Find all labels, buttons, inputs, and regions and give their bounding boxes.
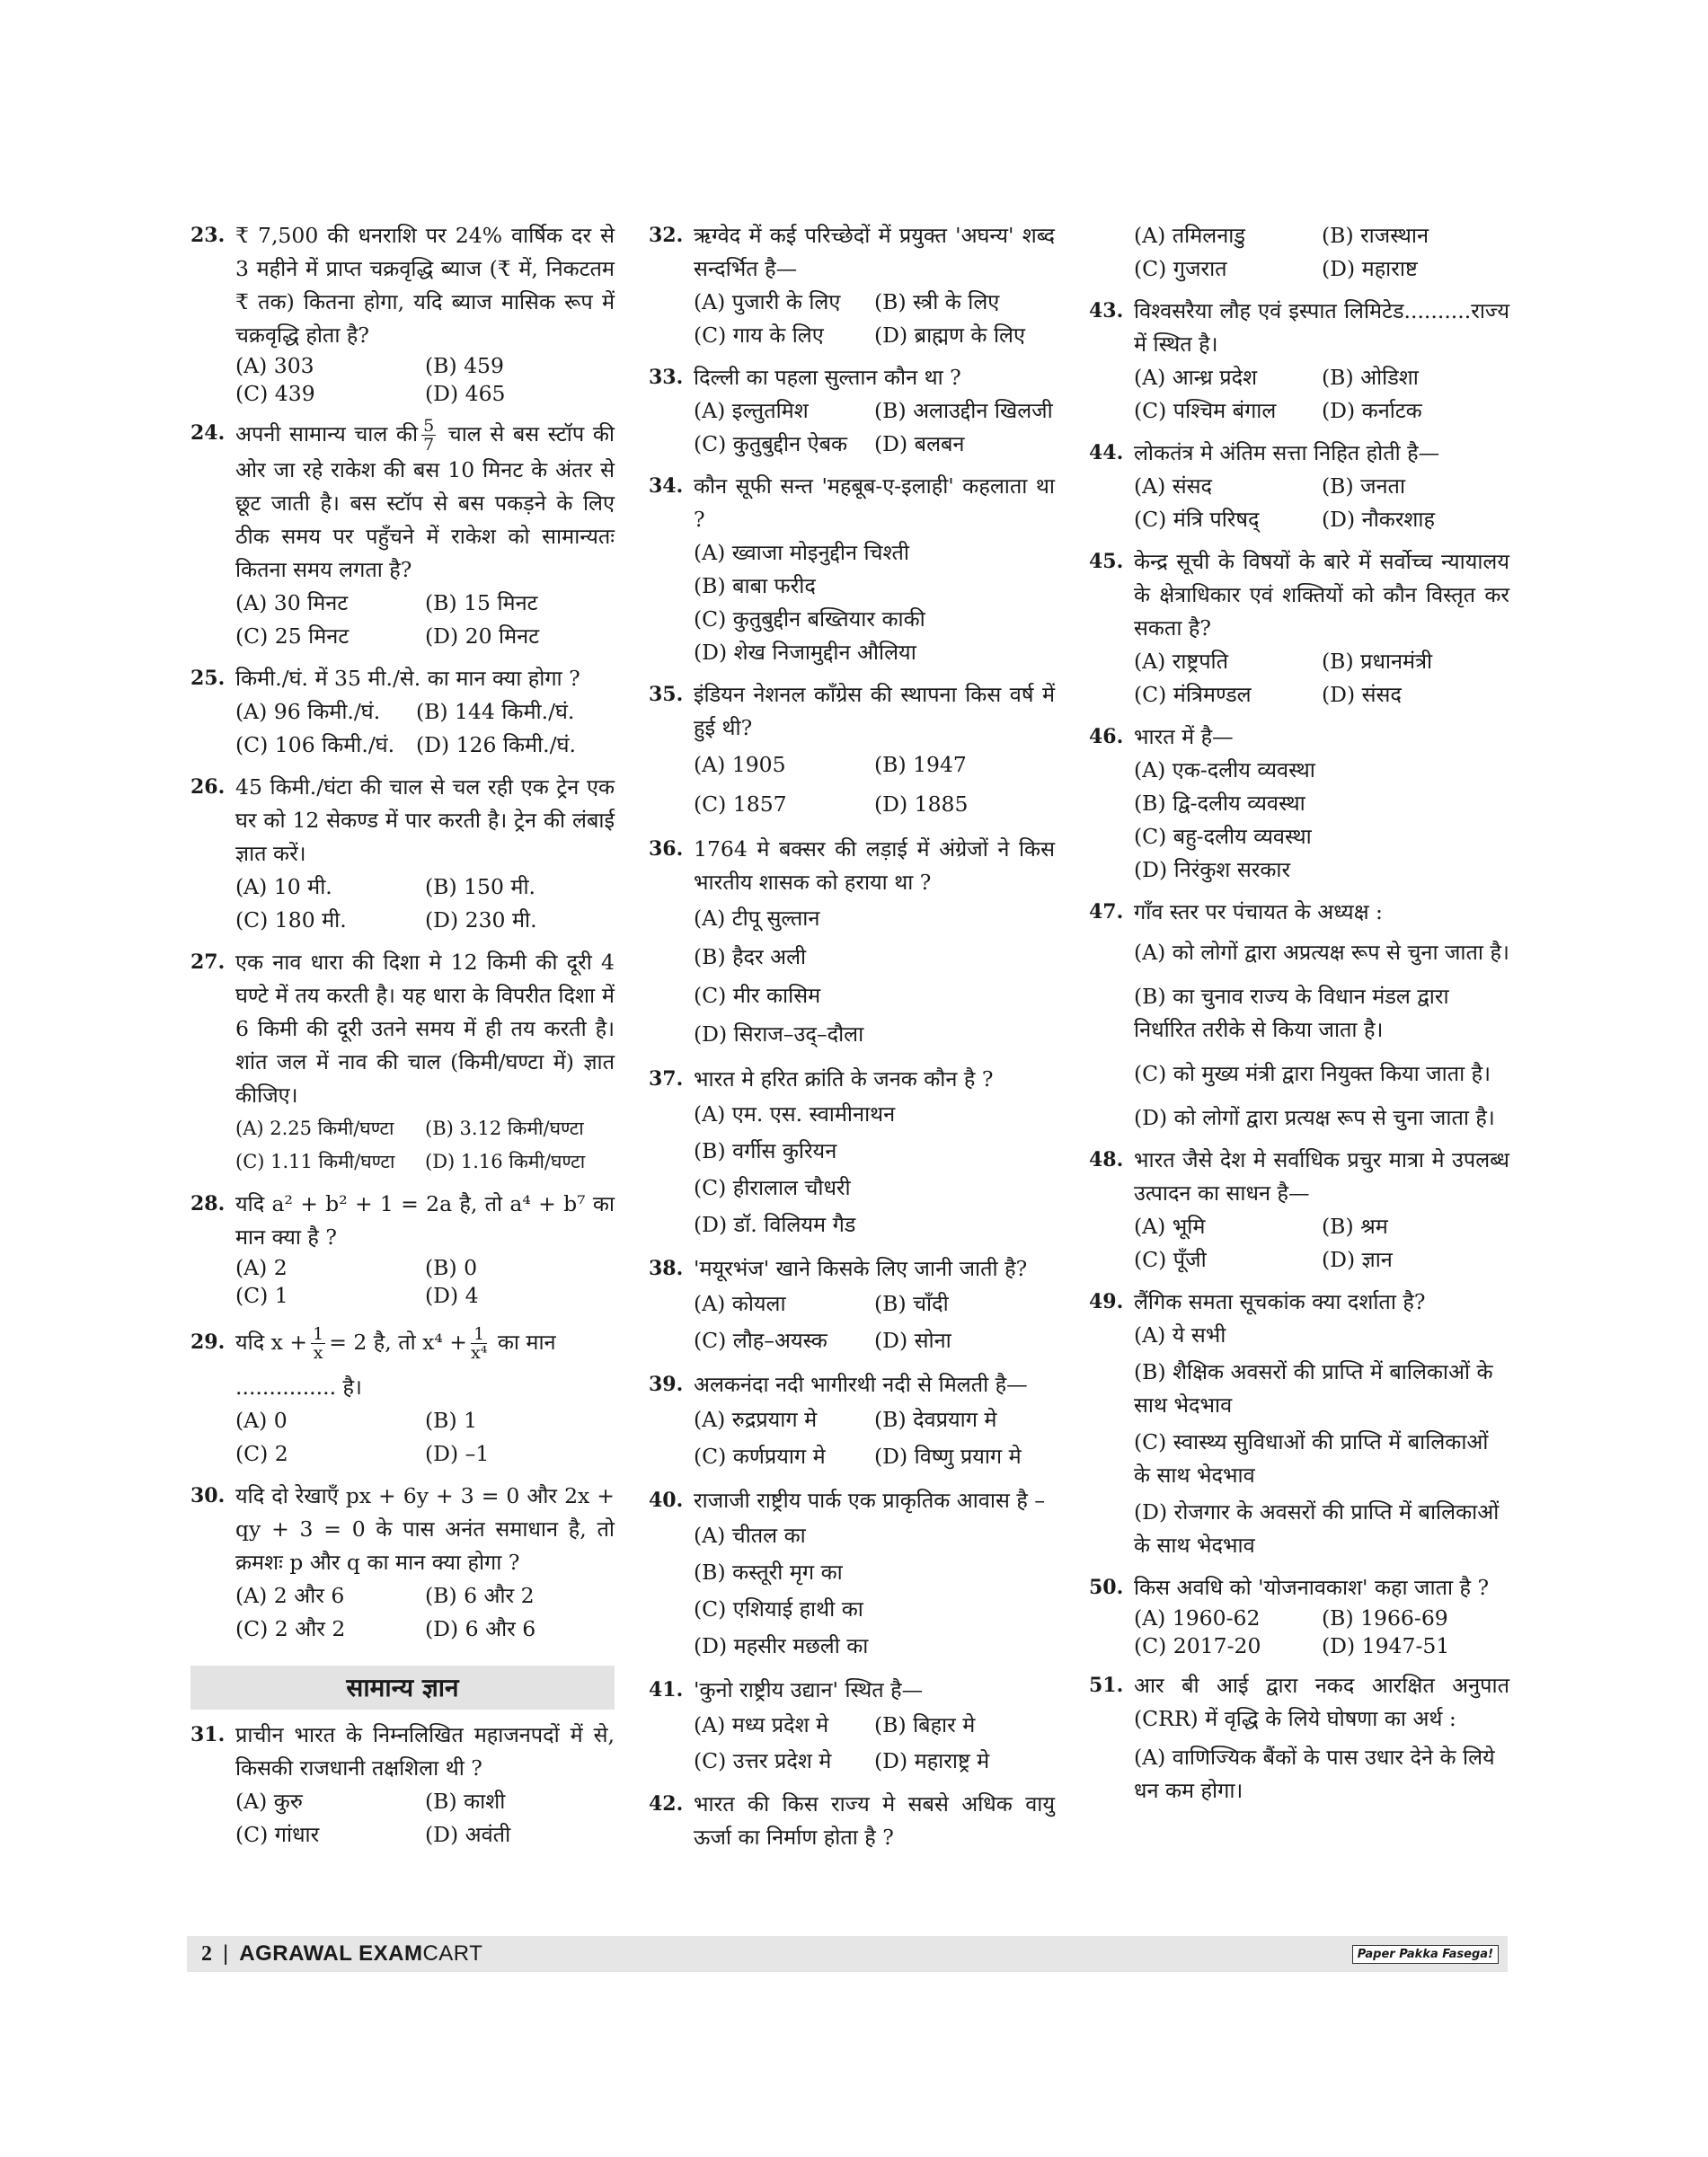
option-c: (C) कर्णप्रयाग मे [694, 1444, 826, 1469]
options [1134, 1604, 1509, 1660]
question-text [235, 1319, 615, 1366]
option-d: (D) 126 किमी./घं. [415, 732, 576, 757]
footer-separator: | [223, 1941, 229, 1966]
option-d: (D) ब्राह्मण के लिए [874, 323, 1025, 348]
option-b: (B) 3.12 किमी/घण्टा [425, 1118, 584, 1139]
option-a: (A) चीतल का [694, 1523, 806, 1548]
option-c: (C) एशियाई हाथी का [694, 1596, 863, 1622]
question-text: दिल्ली का पहला सुल्तान कौन था ? [694, 365, 961, 390]
question-36 [649, 833, 1055, 1054]
options [694, 1707, 1055, 1779]
column-2 [649, 219, 1055, 1863]
option-d: (D) शेख निजामुद्दीन औलिया [694, 640, 916, 665]
option-a: (A) ख्वाजा मोइनुद्दीन चिश्ती [694, 540, 909, 565]
option-b: (B) राजस्थान [1322, 223, 1429, 248]
question-text: यदि a² + b² + 1 = 2a है, तो a⁴ + b⁷ का मान क्या है ? [235, 1191, 615, 1250]
column-3 [1089, 219, 1509, 1817]
fraction [471, 1325, 487, 1362]
publisher-name-bold: AGRAWAL EXAM [239, 1941, 423, 1966]
option-d: (D) महाराष्ट [1322, 256, 1418, 281]
option-d: (D) संसद [1322, 682, 1402, 707]
question-text [235, 417, 615, 587]
options [235, 695, 615, 762]
option-a: (A) 30 मिनट [235, 590, 349, 615]
option-d: (D) महसीर मछली का [694, 1633, 869, 1658]
option-a: (A) आन्ध्र प्रदेश [1134, 365, 1258, 390]
options [694, 1517, 1055, 1665]
question-text-start: यदि x + [235, 1330, 308, 1355]
option-c: (C) 2017-20 [1134, 1633, 1261, 1658]
option-d: (D) सिराज–उद्–दौला [694, 1021, 864, 1047]
question-text: विश्वसरैया लौह एवं इस्पात लिमिटेड..........राज्य में स्थित है। [1134, 298, 1509, 357]
options [694, 536, 1055, 669]
question-42 [649, 1788, 1055, 1854]
options [694, 1096, 1055, 1243]
fraction-denominator: x [313, 1343, 323, 1363]
option-b: (B) वर्गीस कुरियन [694, 1138, 837, 1163]
option-b: (B) हैदर अली [694, 944, 807, 969]
option-c: (C) लौह–अयस्क [694, 1328, 827, 1353]
option-d: (D) 20 मिनट [425, 623, 540, 649]
fraction-numerator: 5 [423, 416, 435, 436]
question-26 [190, 771, 615, 937]
option-c: (C) 2 और 2 [235, 1616, 346, 1641]
question-text: यदि दो रेखाएँ px + 6y + 3 = 0 और 2x + qy + 3 = 0 के पास अनंत समाधान है, तो क्रमशः p और q का मान क्या होगा ? [235, 1483, 615, 1575]
options [1134, 645, 1509, 712]
question-number: 51. [1089, 1674, 1124, 1697]
option-b: (B) जनता [1322, 473, 1406, 499]
question-49 [1089, 1286, 1509, 1562]
option-b: (B) बिहार मे [874, 1712, 976, 1737]
option-d: (D) रोजगार के अवसरों की प्राप्ति में बालिकाओं के साथ भेदभाव [1134, 1499, 1500, 1558]
options [694, 899, 1055, 1054]
section-heading: सामान्य ज्ञान [190, 1666, 615, 1710]
option-b: (B) 144 किमी./घं. [415, 699, 575, 724]
question-text-start: अपनी सामान्य चाल की [235, 421, 419, 446]
options [235, 1254, 615, 1310]
option-d: (D) 1947-51 [1322, 1633, 1450, 1658]
question-28 [190, 1188, 615, 1310]
options [694, 745, 1055, 824]
options [694, 394, 1055, 461]
option-b: (B) शैक्षिक अवसरों की प्राप्ति में बालिकाओं के साथ भेदभाव [1134, 1359, 1493, 1418]
question-number: 50. [1089, 1576, 1124, 1599]
option-d: (D) 4 [425, 1283, 479, 1308]
option-b: (B) बाबा फरीद [694, 573, 816, 598]
option-a: (A) राष्ट्रपति [1134, 649, 1229, 674]
option-b: (B) 0 [425, 1255, 478, 1280]
question-40 [649, 1484, 1055, 1665]
question-number: 29. [190, 1330, 226, 1354]
question-number: 44. [1089, 441, 1124, 464]
question-text-end: चाल से बस स्टॉप की ओर जा रहे राकेश की बस 10 मिनट के अंतर से छूट जाती है। बस स्टॉप से बस पकड़ने के लिए ठीक समय पर पहुँचने में राकेश को सामान्यतः कितना समय लगता है? [235, 421, 615, 582]
question-45 [1089, 545, 1509, 712]
option-a: (A) एम. एस. स्वामीनाथन [694, 1101, 896, 1127]
option-d: (D) 465 [425, 381, 506, 406]
question-number: 25. [190, 667, 226, 690]
question-number: 39. [649, 1373, 684, 1396]
column-1 [190, 219, 615, 1861]
option-a: (A) तमिलनाडु [1134, 223, 1245, 248]
question-32 [649, 219, 1055, 352]
question-number: 26. [190, 775, 226, 799]
option-c: (C) 439 [235, 381, 315, 406]
option-d: (D) बलबन [874, 431, 965, 456]
question-text: भारत मे हरित क्रांति के जनक कौन है ? [694, 1066, 994, 1092]
question-number: 32. [649, 224, 684, 247]
question-50 [1089, 1571, 1509, 1660]
fraction-denominator: x⁴ [470, 1343, 488, 1363]
option-a: (A) 0 [235, 1408, 288, 1433]
question-number: 49. [1089, 1290, 1124, 1313]
page-number: 2 [201, 1941, 212, 1966]
options [235, 352, 615, 408]
option-c: (C) कुतुबुद्दीन ऐबक [694, 431, 848, 456]
option-b: (B) का चुनाव राज्य के विधान मंडल द्वारा निर्धारित तरीके से किया जाता है। [1134, 984, 1449, 1042]
option-c: (C) गांधार [235, 1822, 320, 1847]
question-text: प्राचीन भारत के निम्नलिखित महाजनपदों में से, किसकी राजधानी तक्षशिला थी ? [235, 1722, 615, 1781]
question-text: राजाजी राष्ट्रीय पार्क एक प्राकृतिक आवास है – [694, 1488, 1046, 1513]
option-a: (A) वाणिज्यिक बैंकों के पास उधार देने के लिये धन कम होगा। [1134, 1745, 1495, 1803]
option-c: (C) 1.11 किमी/घण्टा [235, 1151, 395, 1172]
option-d: (D) 1.16 किमी/घण्टा [425, 1151, 586, 1172]
question-number: 40. [649, 1489, 684, 1512]
fraction [421, 417, 436, 454]
question-23 [190, 219, 615, 408]
options [235, 1579, 615, 1646]
question-25 [190, 662, 615, 762]
option-a: (A) संसद [1134, 473, 1213, 499]
option-b: (B) 150 मी. [425, 874, 536, 899]
question-41 [649, 1674, 1055, 1779]
question-number: 45. [1089, 550, 1124, 573]
option-d: (D) कर्नाटक [1322, 398, 1422, 423]
option-b: (B) 15 मिनट [425, 590, 538, 615]
question-text: गाँव स्तर पर पंचायत के अध्यक्ष : [1134, 899, 1383, 924]
options [1134, 219, 1509, 286]
option-c: (C) 106 किमी./घं. [235, 732, 395, 757]
option-c: (C) हीरालाल चौधरी [694, 1175, 851, 1200]
question-47 [1089, 896, 1509, 1135]
option-d: (D) 1885 [874, 791, 969, 817]
option-d: (D) विष्णु प्रयाग मे [874, 1444, 1022, 1469]
question-number: 30. [190, 1484, 226, 1507]
option-d: (D) को लोगों द्वारा प्रत्यक्ष रूप से चुना जाता है। [1134, 1105, 1495, 1130]
question-text: 'कुनो राष्ट्रीय उद्यान' स्थित है— [694, 1677, 924, 1702]
question-38 [649, 1252, 1055, 1359]
option-c: (C) कुतुबुद्दीन बख्तियार काकी [694, 606, 925, 632]
option-a: (A) इल्तुतमिश [694, 398, 809, 423]
option-a: (A) टीपू सुल्तान [694, 906, 820, 931]
question-31 [190, 1719, 615, 1852]
question-46 [1089, 720, 1509, 887]
question-number: 43. [1089, 299, 1124, 323]
options [694, 1286, 1055, 1359]
question-51 [1089, 1669, 1509, 1808]
options [1134, 361, 1509, 428]
options [1134, 1319, 1509, 1562]
option-c: (C) मीर कासिम [694, 983, 821, 1008]
question-35 [649, 678, 1055, 824]
question-43 [1089, 295, 1509, 428]
question-30 [190, 1480, 615, 1646]
question-text-continued: ............... है। [235, 1375, 362, 1400]
option-c: (C) गाय के लिए [694, 323, 824, 348]
options [1134, 936, 1509, 1135]
option-a: (A) 96 किमी./घं. [235, 699, 381, 724]
question-42-options [1089, 219, 1509, 286]
question-37 [649, 1063, 1055, 1243]
fraction [311, 1325, 325, 1362]
publisher-logo [239, 1941, 482, 1967]
option-b: (B) कस्तूरी मृग का [694, 1560, 843, 1585]
option-b: (B) 1 [425, 1408, 478, 1433]
question-text: 'मयूरभंज' खाने किसके लिए जानी जाती है? [694, 1256, 1028, 1281]
question-39 [649, 1368, 1055, 1475]
option-c: (C) गुजरात [1134, 256, 1227, 281]
question-text-end: का मान [497, 1330, 556, 1355]
fraction-numerator: 1 [471, 1325, 487, 1344]
question-27 [190, 946, 615, 1179]
question-text: भारत की किस राज्य मे सबसे अधिक वायु ऊर्जा का निर्माण होता है ? [694, 1791, 1055, 1850]
option-d: (D) –1 [425, 1441, 490, 1466]
option-a: (A) मध्य प्रदेश मे [694, 1712, 829, 1737]
option-b: (B) श्रम [1322, 1214, 1388, 1239]
option-c: (C) 180 मी. [235, 907, 347, 933]
option-a: (A) भूमि [1134, 1214, 1206, 1239]
question-text: आर बी आई द्वारा नकद आरक्षित अनुपात (CRR) में वृद्धि के लिये घोषणा का अर्थ : [1134, 1673, 1509, 1731]
question-text: अलकनंदा नदी भागीरथी नदी से मिलती है— [694, 1372, 1028, 1397]
question-number: 27. [190, 950, 226, 974]
options [235, 587, 615, 653]
question-number: 24. [190, 421, 226, 445]
footer-left [187, 1941, 482, 1967]
option-c: (C) पूँजी [1134, 1247, 1207, 1272]
option-a: (A) को लोगों द्वारा अप्रत्यक्ष रूप से चुना जाता है। [1134, 940, 1509, 965]
question-number: 33. [649, 366, 684, 389]
option-c: (C) 2 [235, 1441, 288, 1466]
question-34 [649, 470, 1055, 669]
option-d: (D) नौकरशाह [1322, 507, 1435, 532]
option-b: (B) देवप्रयाग मे [874, 1407, 997, 1432]
question-number: 36. [649, 837, 684, 861]
options [235, 1404, 615, 1471]
options [1134, 1741, 1509, 1808]
option-a: (A) 1960-62 [1134, 1605, 1261, 1631]
question-number: 48. [1089, 1148, 1124, 1171]
publisher-name-light: CART [422, 1941, 483, 1966]
option-c: (C) मंत्रिमण्डल [1134, 682, 1252, 707]
option-c: (C) बहु-दलीय व्यवस्था [1134, 824, 1312, 849]
option-a: (A) 2.25 किमी/घण्टा [235, 1118, 394, 1139]
option-b: (B) द्वि-दलीय व्यवस्था [1134, 791, 1305, 816]
page-footer [187, 1936, 1508, 1972]
question-text: भारत जैसे देश मे सर्वाधिक प्रचुर मात्रा मे उपलब्ध उत्पादन का साधन है— [1134, 1147, 1509, 1206]
options [235, 871, 615, 937]
option-a: (A) 303 [235, 353, 314, 378]
option-a: (A) 10 मी. [235, 874, 332, 899]
question-44 [1089, 437, 1509, 536]
option-c: (C) मंत्रि परिषद् [1134, 507, 1260, 532]
fraction-denominator: 7 [423, 435, 435, 455]
option-d: (D) अवंती [425, 1822, 511, 1847]
option-a: (A) 2 और 6 [235, 1583, 345, 1608]
option-a: (A) पुजारी के लिए [694, 289, 841, 314]
option-c: (C) पश्चिम बंगाल [1134, 398, 1277, 423]
option-d: (D) 230 मी. [425, 907, 537, 933]
option-a: (A) 2 [235, 1255, 288, 1280]
option-b: (B) ओडिशा [1322, 365, 1419, 390]
tagline-badge: Paper Pakka Fasega! [1352, 1945, 1499, 1964]
question-text-middle: = 2 है, तो x⁴ + [329, 1330, 467, 1355]
options [694, 286, 1055, 352]
option-c: (C) स्वास्थ्य सुविधाओं की प्राप्ति में बालिकाओं के साथ भेदभाव [1134, 1429, 1489, 1488]
question-number: 34. [649, 474, 684, 498]
option-a: (A) 1905 [694, 752, 786, 777]
question-text: इंडियन नेशनल कॉंग्रेस की स्थापना किस वर्ष में हुई थी? [694, 682, 1055, 740]
option-a: (A) ये सभी [1134, 1322, 1226, 1348]
question-text: कौन सूफी सन्त 'महबूब-ए-इलाही' कहलाता था ? [694, 473, 1055, 532]
question-text: लोकतंत्र मे अंतिम सत्ता निहित होती है— [1134, 440, 1440, 465]
option-a: (A) कोयला [694, 1291, 786, 1316]
question-text: किस अवधि को 'योजनावकाश' कहा जाता है ? [1134, 1575, 1490, 1600]
question-number: 23. [190, 224, 226, 247]
option-b: (B) स्त्री के लिए [874, 289, 1000, 314]
options [1134, 754, 1509, 887]
question-number: 28. [190, 1192, 226, 1216]
question-29 [190, 1319, 615, 1471]
option-c: (C) 1857 [694, 791, 787, 817]
question-number: 47. [1089, 900, 1124, 924]
option-c: (C) 25 मिनट [235, 623, 350, 649]
options [235, 1785, 615, 1852]
option-b: (B) चाँदी [874, 1291, 949, 1316]
options [235, 1112, 615, 1179]
question-text: 1764 मे बक्सर की लड़ाई में अंग्रेजों ने किस भारतीय शासक को हराया था ? [694, 836, 1055, 895]
option-c: (C) को मुख्य मंत्री द्वारा नियुक्त किया जाता है। [1134, 1061, 1491, 1086]
question-text: किमी./घं. में 35 मी./से. का मान क्या होगा ? [235, 666, 580, 691]
question-number: 38. [649, 1257, 684, 1280]
question-text: 45 किमी./घंटा की चाल से चल रही एक ट्रेन एक घर को 12 सेकण्ड में पार करती है। ट्रेन की लंबाई ज्ञात करें। [235, 774, 615, 866]
options [694, 1401, 1055, 1475]
question-text: भारत में है— [1134, 724, 1234, 749]
option-b: (B) प्रधानमंत्री [1322, 649, 1433, 674]
option-b: (B) 459 [425, 353, 504, 378]
option-d: (D) ज्ञान [1322, 1247, 1393, 1272]
question-24 [190, 417, 615, 653]
question-text: लैंगिक समता सूचकांक क्या दर्शाता है? [1134, 1289, 1426, 1314]
option-b: (B) अलाउद्दीन खिलजी [874, 398, 1053, 423]
option-d: (D) निरंकुश सरकार [1134, 857, 1291, 882]
option-d: (D) डॉ. विलियम गैड [694, 1212, 856, 1237]
question-48 [1089, 1144, 1509, 1277]
options [1134, 470, 1509, 536]
option-a: (A) कुरु [235, 1789, 303, 1814]
question-text: केन्द्र सूची के विषयों के बारे में सर्वोच्च न्यायालय के क्षेत्राधिकार एवं शक्तियों को कौन विस्तृत कर सकता है? [1134, 549, 1509, 641]
question-number: 35. [649, 683, 684, 706]
question-number: 37. [649, 1067, 684, 1091]
option-c: (C) उत्तर प्रदेश मे [694, 1748, 832, 1773]
question-text: एक नाव धारा की दिशा मे 12 किमी की दूरी 4 घण्टे में तय करती है। यह धारा के विपरीत दिशा में 6 किमी की दूरी उतने समय में ही तय करती है। शांत जल में नाव की चाल (किमी/घण्टा में) ज्ञात कीजिए। [235, 950, 615, 1108]
option-b: (B) 6 और 2 [425, 1583, 535, 1608]
question-number: 42. [649, 1792, 684, 1816]
options [1134, 1210, 1509, 1277]
option-b: (B) 1947 [874, 752, 967, 777]
fraction-numerator: 1 [313, 1324, 324, 1344]
option-d: (D) सोना [874, 1328, 951, 1353]
option-a: (A) रुद्रप्रयाग मे [694, 1407, 818, 1432]
question-number: 41. [649, 1678, 684, 1702]
option-a: (A) एक-दलीय व्यवस्था [1134, 757, 1315, 782]
option-d: (D) महाराष्ट्र मे [874, 1748, 990, 1773]
question-text: ऋग्वेद में कई परिच्छेदों में प्रयुक्त 'अघन्य' शब्द सन्दर्भित है— [694, 223, 1055, 281]
option-c: (C) 1 [235, 1283, 288, 1308]
question-33 [649, 361, 1055, 461]
question-number: 31. [190, 1723, 226, 1746]
option-b: (B) काशी [425, 1789, 506, 1814]
option-d: (D) 6 और 6 [425, 1616, 536, 1641]
option-b: (B) 1966-69 [1322, 1605, 1448, 1631]
question-text: ₹ 7,500 की धनराशि पर 24% वार्षिक दर से 3 महीने में प्राप्त चक्रवृद्धि ब्याज (₹ में, निकटतम ₹ तक) कितना होगा, यदि ब्याज मासिक रूप में चक्रवृद्धि होता है? [235, 223, 615, 348]
question-number: 46. [1089, 725, 1124, 748]
